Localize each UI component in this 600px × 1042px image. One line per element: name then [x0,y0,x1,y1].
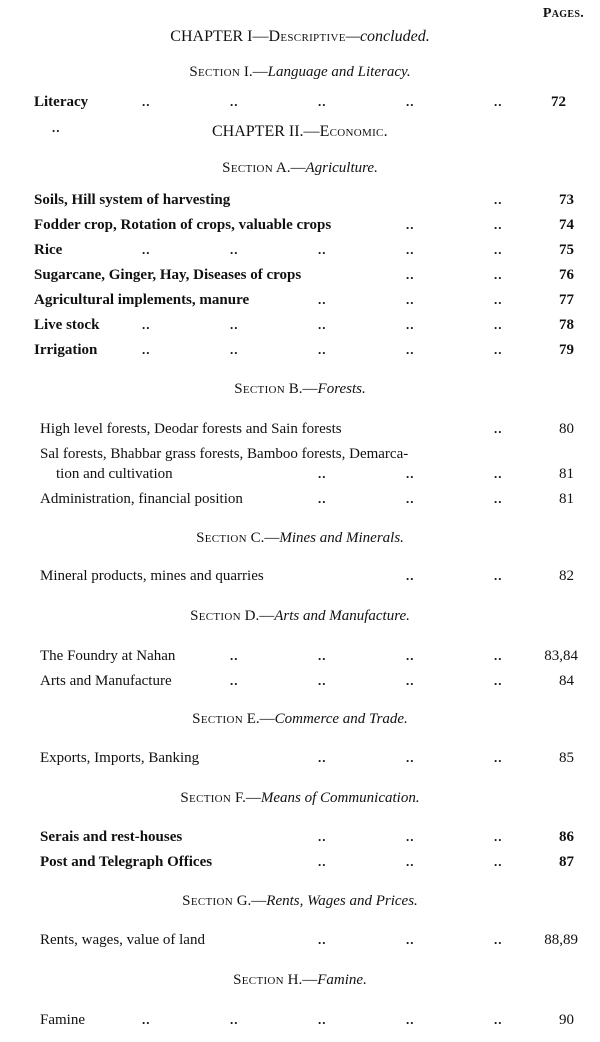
section-a-heading [0,160,600,177]
section-number: C.— [246,530,280,546]
chapter-1-heading [0,28,600,46]
section-label: Section [222,160,273,176]
entry-page: 86 [559,829,574,845]
entry-title-continued: tion and cultivation [56,466,173,482]
toc-entry: Post and Telegraph Offices .. .. .. 87 [40,854,574,870]
entry-page: 72 [551,94,566,110]
toc-entry: Famine .. .. .. .. .. 90 [40,1012,574,1028]
section-label: Section [189,64,241,80]
chapter-1-title: CHAPTER I— [170,28,269,45]
entry-title: High level forests, Deodar forests and Sain forests [40,421,342,437]
section-number: F.— [231,790,261,806]
entry-title: Agricultural implements, manure [34,292,250,308]
section-label: Section [180,790,232,806]
toc-entry-continued: tion and cultivation .. .. .. 81 [56,466,574,482]
section-d-heading [0,608,600,625]
pages-column-label: Pages. [542,6,584,21]
entry-page: 77 [559,292,574,308]
entry-page: 90 [559,1012,574,1028]
entry-page: 88,89 [544,932,578,948]
section-name: Commerce and Trade. [274,711,408,727]
section-number: A.— [272,160,306,176]
toc-entry: Administration, financial position .. .. .. 81 [40,491,574,507]
section-label: Section [234,381,286,397]
toc-entry: Exports, Imports, Banking .. .. .. 85 [40,750,574,766]
chapter-1-concluded: —concluded. [345,28,430,45]
toc-entry: Rice .. .. .. .. .. 75 [34,242,574,258]
entry-page: 79 [559,342,574,358]
entry-title: Famine [40,1012,85,1028]
entry-title: Rice [34,242,63,258]
toc-entry: Mineral products, mines and quarries .. .. 82 [40,568,574,584]
entry-title: Post and Telegraph Offices [40,854,213,870]
section-name: Forests. [317,381,366,397]
section-name: Arts and Manufacture. [274,608,410,624]
entry-page: 85 [559,750,574,766]
entry-title: Rents, wages, value of land [40,932,205,948]
section-label: Section [233,972,284,988]
entry-page: 83,84 [544,648,578,664]
section-label: Section [192,711,243,727]
section-b-heading [0,381,600,398]
section-name: Rents, Wages and Prices. [266,893,418,909]
section-name: Means of Communication. [260,790,420,806]
entry-page: 74 [559,217,574,233]
section-number: I.— [240,64,268,80]
section-e-heading [0,711,600,728]
entry-title: Literacy [34,94,89,110]
entry-page: 82 [559,568,574,584]
entry-title: Serais and rest-houses [40,829,183,845]
section-label: Section [182,893,233,909]
entry-title: Irrigation [34,342,98,358]
entry-title: Fodder crop, Rotation of crops, valuable crops [34,217,332,233]
toc-entry: Soils, Hill system of harvesting .. 73 [34,192,574,208]
toc-entry: Sugarcane, Ginger, Hay, Diseases of crops .. .. 76 [34,267,574,283]
section-number: D.— [240,608,275,624]
section-label: Section [196,530,247,546]
entry-title: Mineral products, mines and quarries [40,568,264,584]
section-name: Agriculture. [305,160,378,176]
entry-page: 81 [559,491,574,507]
section-h-heading [0,972,600,989]
chapter-2-subtitle: Economic. [319,123,388,140]
entry-page: 76 [559,267,574,283]
entry-title: Sal forests, Bhabbar grass forests, Bamboo forests, Demarca- [40,446,409,462]
section-number: G.— [232,893,267,909]
chapter-2-heading [0,123,600,141]
section-number: E.— [242,711,275,727]
chapter-2-title: CHAPTER II.— [212,123,320,140]
toc-entry: Agricultural implements, manure .. .. .. 77 [34,292,574,308]
section-f-heading [0,790,600,807]
entry-title: Soils, Hill system of harvesting [34,192,231,208]
section-number: H.— [283,972,318,988]
entry-page: 78 [559,317,574,333]
entry-page: 75 [559,242,574,258]
section-name: Famine. [317,972,367,988]
entry-page: 73 [559,192,574,208]
entry-page: 81 [559,466,574,482]
toc-entry: Literacy .. .. .. .. .. 72 [34,94,566,110]
toc-entry: Arts and Manufacture .. .. .. .. 84 [40,673,574,689]
section-name: Language and Literacy. [267,64,411,80]
entry-page: 80 [559,421,574,437]
stray-dots: .. [52,120,61,135]
entry-page: 84 [559,673,574,689]
toc-entry: The Foundry at Nahan .. .. .. .. 83,84 [40,648,578,664]
chapter-1-subtitle: Descriptive [268,28,346,45]
entry-title: Live stock [34,317,100,333]
toc-entry: Rents, wages, value of land .. .. .. 88,89 [40,932,578,948]
toc-entry: Serais and rest-houses .. .. .. 86 [40,829,574,845]
section-number: B.— [285,381,318,397]
toc-entry: Fodder crop, Rotation of crops, valuable crops .. .. 74 [34,217,574,233]
entry-title: Exports, Imports, Banking [40,750,200,766]
section-g-heading [0,893,600,910]
entry-title: Administration, financial position [40,491,243,507]
entry-title: Sugarcane, Ginger, Hay, Diseases of crops [34,267,302,283]
section-c-heading [0,530,600,547]
toc-entry: High level forests, Deodar forests and Sain forests .. 80 [40,421,574,437]
toc-entry: Live stock .. .. .. .. .. 78 [34,317,574,333]
entry-title: The Foundry at Nahan [40,648,176,664]
toc-entry: Irrigation .. .. .. .. .. 79 [34,342,574,358]
entry-title: Arts and Manufacture [40,673,172,689]
section-i-heading [0,64,600,81]
section-name: Mines and Minerals. [279,530,404,546]
section-label: Section [190,608,241,624]
entry-page: 87 [559,854,574,870]
